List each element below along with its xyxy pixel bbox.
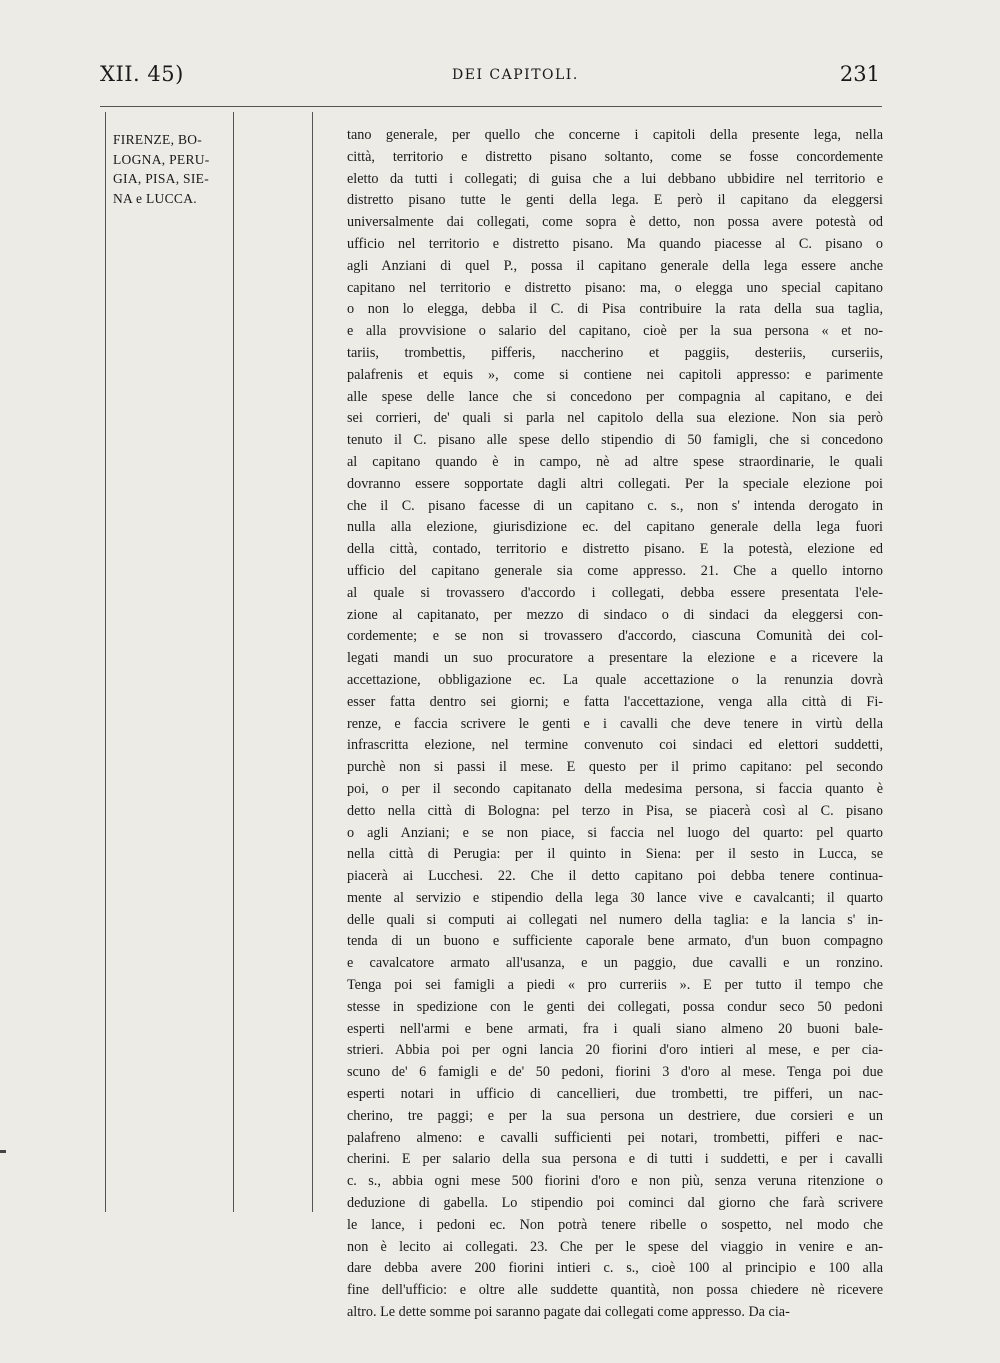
body-line: al quale si trovassero d'accordo i collegati, debba essere presentata l'ele- (347, 584, 883, 601)
body-line: palafreno almeno: e cavalli sufficienti pei notari, trombetti, pifferi e nac- (347, 1129, 883, 1146)
body-line: non è lecito ai collegati. 23. Che per le spese del viaggio in venire e an- (347, 1238, 883, 1255)
body-line: tano generale, per quello che concerne i capitoli della presente lega, nella (347, 127, 883, 143)
body-line: esperti notari in ufficio di cancellieri, due trombetti, tre pifferi, un nac- (347, 1086, 883, 1103)
body-line: c. s., abbia ogni mese 500 fiorini d'oro e non più, senza veruna ritenzione o (347, 1173, 883, 1190)
body-line: e alla provvisione o salario del capitano, cioè per la sua persona « et no- (347, 323, 883, 340)
body-line: agli Anziani di quel P., possa il capitano generale della lega essere anche (347, 257, 883, 274)
body-line: altro. Le dette somme poi saranno pagate dai collegati come appresso. Da cia- (347, 1304, 790, 1321)
body-line: strieri. Abbia poi per ogni lancia 20 fiorini d'oro intieri al mese, e per cia- (347, 1042, 883, 1059)
body-line: detto nella città di Bologna: pel terzo in Pisa, se piacerà così al C. pisano (347, 802, 883, 819)
body-line: legati mandi un suo procuratore a presentare la elezione e a ricevere la (347, 650, 883, 667)
body-line: dare debba avere 200 fiorini intieri c. s., cioè 100 al principio e 100 alla (347, 1260, 883, 1277)
body-line: esser fatta dentro sei giorni; e fatta l'accettazione, venga alla città di Fi- (347, 693, 883, 710)
page-edge-mark (0, 1150, 6, 1153)
body-text (347, 125, 883, 1324)
body-line: cherini. E per salario della sua persona e di tutti i suddetti, e per i cavalli (347, 1151, 883, 1168)
running-head (100, 62, 880, 92)
margin-rule-left (105, 112, 106, 1212)
body-line: tenuto il C. pisano alle spese dello stipendio di 50 famigli, che si concedono (347, 432, 883, 449)
body-line: piacerà ai Lucchesi. 22. Che il detto capitano poi debba tenere continua- (347, 868, 883, 885)
body-line: della città, contado, territorio e distretto pisano. E la potestà, elezione ed (347, 541, 883, 558)
body-line: o agli Anziani; e se non piace, si faccia nel luogo del quarto: pel quarto (347, 824, 883, 841)
body-line: stesse in spedizione con le genti dei collegati, possa condur seco 50 pedoni (347, 998, 883, 1015)
body-line: ufficio del capitano generale sia come appresso. 21. Che a quello intorno (347, 562, 883, 579)
body-line: palafrenis et equis », come si contiene nei capitoli appresso: e parimente (347, 366, 883, 383)
body-line: tenda di un buono e sufficiente caporale bene armato, d'un buon compagno (347, 933, 883, 950)
body-line: ufficio nel territorio e distretto pisano. Ma quando piacesse al C. pisano o (347, 235, 883, 252)
body-line: accettazione, obbligazione ec. La quale accettazione o la renunzia dovrà (347, 671, 883, 688)
sidebar-heading-line: GIA, PISA, SIE- (113, 171, 210, 186)
body-line: esperti nell'armi e bene armati, fra i quali siano almeno 20 buoni bale- (347, 1020, 883, 1037)
body-line: scuno de' 6 famigli e de' 50 pedoni, fiorini 3 d'oro al mese. Tenga poi due (347, 1064, 883, 1081)
body-line: poi, o per il secondo capitanato della medesima persona, si faccia quanto è (347, 780, 883, 797)
body-line: e cavalcatore armato all'usanza, e un paggio, due cavalli e un ronzino. (347, 955, 883, 972)
body-line: che il C. pisano facesse di un capitano c. s., non s' intenda derogato in (347, 497, 883, 514)
body-line: al capitano quando è in campo, nè ad altre spese straordinarie, le quali (347, 453, 883, 470)
body-line: sei corrieri, de' quali si parla nel capitolo della sua elezione. Non sia però (347, 410, 883, 427)
header-rule (100, 106, 882, 107)
body-line: cordemente; e se non si trovassero d'accordo, ciascuna Comunità dei col- (347, 628, 883, 645)
margin-rule-right (312, 112, 313, 1212)
body-line: fine dell'ufficio: e oltre alle suddette quantità, non possa chiedere nè ricevere (347, 1282, 883, 1299)
body-line: alle spese delle lance che si concedono per compagnia al capitano, e dei (347, 388, 883, 405)
body-line: renze, e faccia scrivere le genti e i cavalli che deve tenere in virtù della (347, 715, 883, 732)
body-line: nella città di Perugia: per il quinto in Siena: per il sesto in Lucca, se (347, 846, 883, 863)
volume-reference: XII. 45) (100, 62, 184, 86)
body-line: dovranno essere sopportate dagli altri collegati. Per la speciale elezione poi (347, 475, 883, 492)
body-line: cherino, tre paggi; e per la sua persona un destriere, due corsieri e un (347, 1107, 883, 1124)
body-line: città, territorio e distretto pisano soltanto, come se fosse concordemente (347, 148, 883, 165)
sidebar-heading-line: FIRENZE, BO- (113, 132, 203, 147)
sidebar-heading (113, 130, 233, 208)
body-line: eletto da tutti i collegati; di guisa che a lui debbano ubbidire nel territorio e (347, 170, 883, 187)
body-line: infrascritta elezione, nel termine convenuto coi sindaci ed elettori suddetti, (347, 737, 883, 754)
body-line: purchè non si passi il mese. E questo per il primo capitano: pel secondo (347, 759, 883, 776)
running-title: DEI CAPITOLI. (452, 67, 579, 83)
body-line: le lance, i pedoni ec. Non potrà tenere ribelle o sospetto, nel modo che (347, 1216, 883, 1233)
body-line: deduzione di gabella. Lo stipendio poi cominci dal giorno che farà scrivere (347, 1195, 883, 1212)
body-line: Tenga poi sei famigli a piedi « pro curreriis ». E per tutto il tempo che (347, 977, 883, 994)
body-line: delle quali si computi ai collegati nel numero della taglia: e la lancia s' in- (347, 911, 883, 928)
page-number: 231 (839, 62, 880, 86)
sidebar-heading-line: NA e LUCCA. (113, 190, 197, 206)
margin-rule-middle (233, 112, 234, 1212)
body-line: o non lo elegga, debba il C. di Pisa contribuire la rata della sua taglia, (347, 301, 883, 318)
body-line: zione al capitanato, per mezzo di sindaco o di sindaci da eleggersi con- (347, 606, 883, 623)
sidebar-heading-line: LOGNA, PERU- (113, 151, 210, 167)
body-line: capitano nel territorio e distretto pisano: ma, o elegga uno special capitano (347, 279, 883, 296)
body-line: tariis, trombettis, pifferis, naccherino et paggiis, desteriis, curseriis, (347, 344, 883, 361)
body-line: nulla alla elezione, giurisdizione ec. del capitano generale della lega fuori (347, 519, 883, 536)
body-line: mente al servizio e stipendio della lega 30 lance vive e cavalcanti; il quarto (347, 889, 883, 906)
body-line: distretto pisano tutte le genti della lega. E però il capitano da eleggersi (347, 192, 883, 209)
body-line: universalmente dai collegati, come sopra è detto, non possa avere potestà od (347, 214, 883, 231)
